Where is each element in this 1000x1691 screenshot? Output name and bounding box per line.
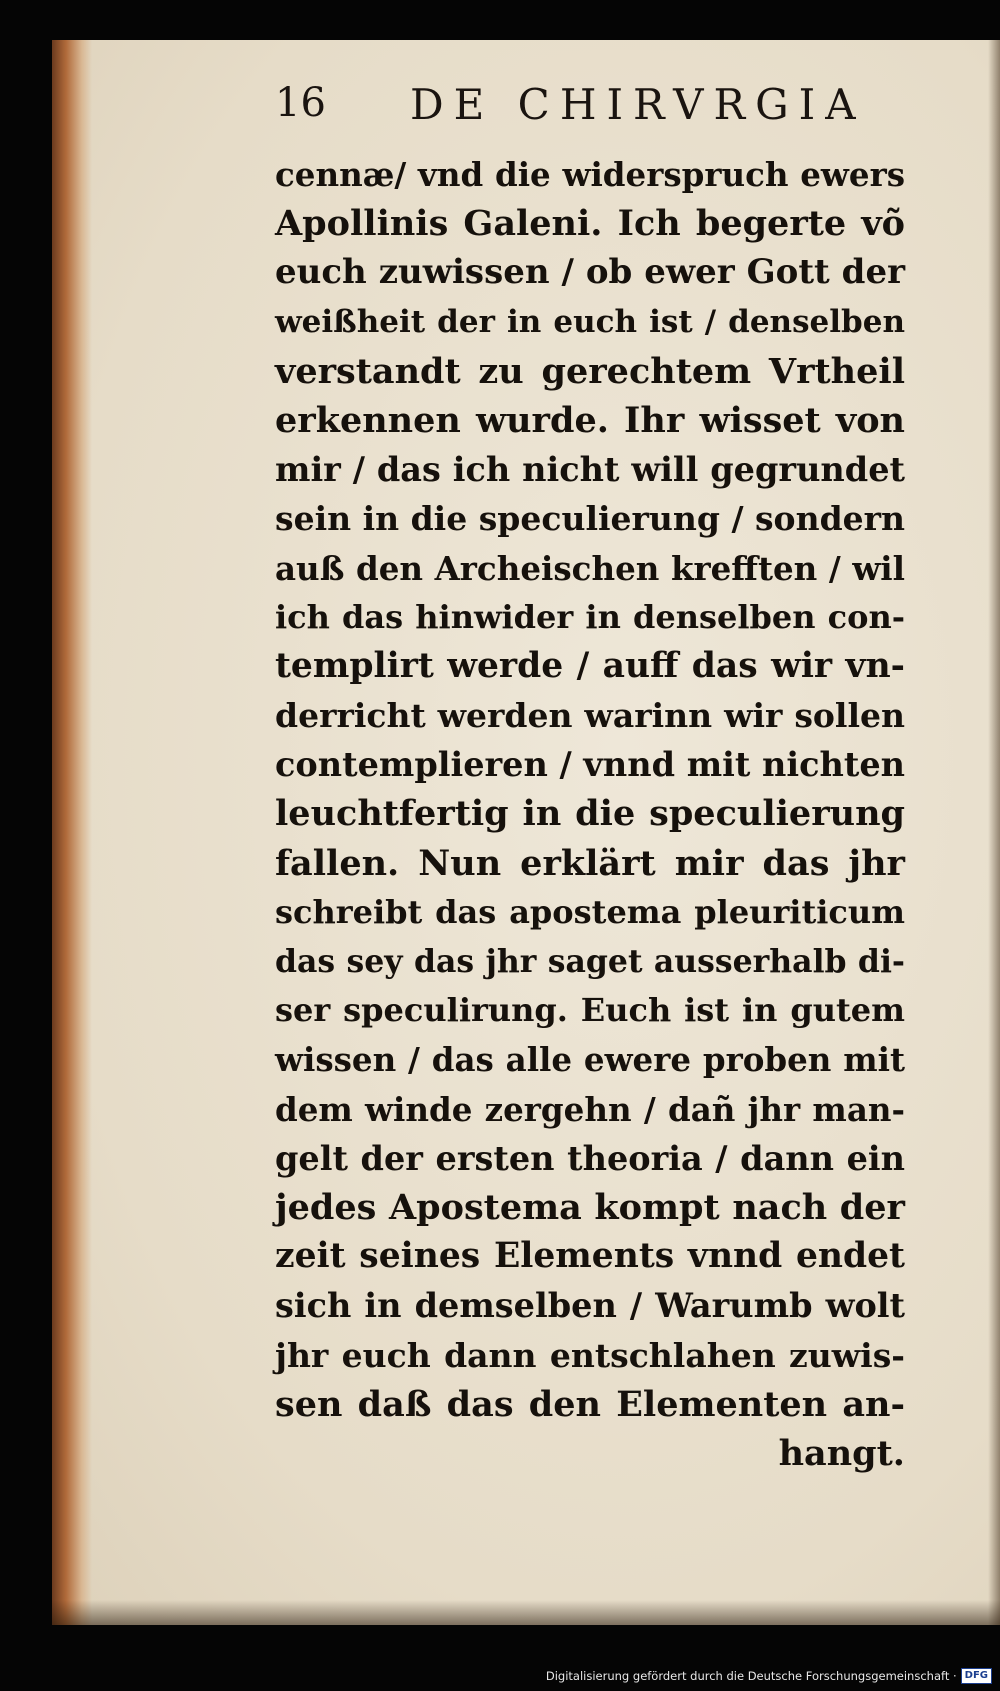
text-line: mir / das ich nicht will gegrundet [275, 450, 905, 490]
text-line: ich das hinwider in denselben con- [275, 597, 905, 636]
text-line: leuchtfertig in die speculierung [275, 793, 905, 835]
page-right-edge [988, 40, 1000, 1625]
text-line: dem winde zergehn / dañ jhr man- [275, 1089, 905, 1129]
text-line: contemplieren / vnnd mit nichten [275, 745, 905, 785]
text-line: wissen / das alle ewere proben mit [275, 1040, 905, 1080]
page-bottom-edge [52, 1600, 1000, 1625]
running-title: DE CHIRVRGIA [410, 80, 866, 129]
text-line: templirt werde / auff das wir vn- [275, 645, 905, 686]
text-line: sein in die speculierung / sondern [275, 499, 906, 539]
text-line: derricht werden warinn wir sollen [275, 696, 905, 736]
text-line: euch zuwissen / ob ewer Gott der [275, 252, 905, 293]
text-line: cennæ/ vnd die widerspruch ewers [275, 155, 905, 194]
page-gutter [52, 40, 92, 1625]
text-line: das sey das jhr saget ausserhalb di- [275, 943, 905, 980]
text-line: weißheit der in euch ist / denselben [275, 303, 905, 340]
text-line: zeit seines Elements vnnd endet [275, 1236, 905, 1277]
text-line: Apollinis Galeni. Ich begerte võ [275, 203, 905, 245]
text-line: erkennen wurde. Ihr wisset von [275, 399, 905, 441]
text-line: sen daß das den Elementen an- [275, 1383, 905, 1425]
digitization-footer [546, 1665, 992, 1687]
text-line: jhr euch dann entschlahen zuwis- [275, 1335, 905, 1375]
text-line: schreibt das apostema pleuriticum [275, 892, 905, 931]
page-header [275, 80, 895, 150]
dfg-logo-icon: DFG [961, 1668, 992, 1684]
body-text [275, 150, 905, 1478]
text-line: verstandt zu gerechtem Vrtheil [275, 350, 905, 392]
text-line: ser speculirung. Euch ist in gutem [275, 991, 905, 1030]
dfg-credit: Digitalisierung gefördert durch die Deutsche Forschungsgemeinschaft · [545, 1669, 957, 1683]
text-line: fallen. Nun erklärt mir das jhr [275, 842, 905, 884]
text-line: gelt der ersten theoria / dann ein [275, 1138, 905, 1178]
text-line: sich in demselben / Warumb wolt [275, 1286, 905, 1326]
page-number: 16 [275, 80, 326, 126]
text-line: jedes Apostema kompt nach der [275, 1186, 905, 1228]
text-line-catchword: hangt. [778, 1432, 905, 1474]
text-line: auß den Archeischen krefften / wil [275, 548, 905, 588]
